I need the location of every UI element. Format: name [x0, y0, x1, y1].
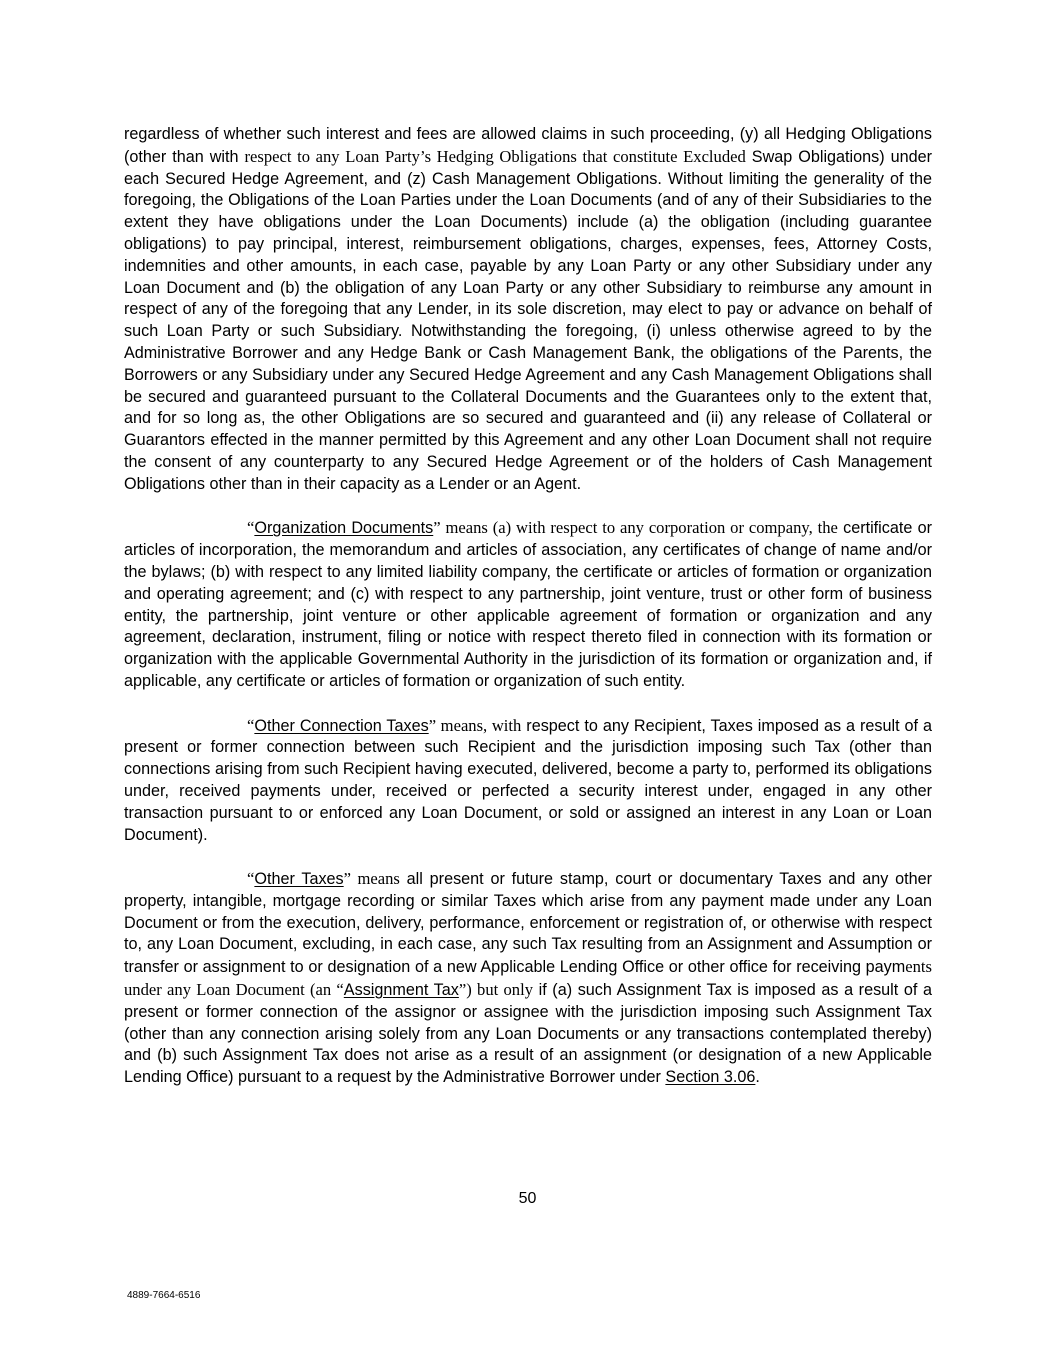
document-body — [124, 124, 932, 1089]
defined-term: Organization Documents — [254, 519, 434, 538]
text-run-serif: respect to any Loan Party’s Hedging Obligations that constitute Excluded — [244, 146, 746, 166]
text-run: Swap Obligations) under each Secured Hedge Agreement, and (z) Cash Management Obligations. Without limiting the generality of the foregoing, the Obligations of the Loan Parties under the Loan Documents (and of any of their Subsidiaries to the extent they have obligations under the Loan Documents) include (a) the obligation (including guarantee obligations) to pay principal, interest, reimbursement obligations, charges, expenses, fees, Attorney Costs, indemnities and other amounts, in each case, payable by any Loan Party or any other Subsidiary under any Loan Document and (b) the obligation of any Loan Party or any other Subsidiary to reimburse any amount in respect of any of the foregoing that any Lender, in its sole discretion, may elect to pay or advance on behalf of such Loan Party or such Subsidiary. Notwithstanding the foregoing, (i) unless otherwise agreed to by the Administrative Borrower and any Hedge Bank or Cash Management Bank, the obligations of the Parents, the Borrowers or any Subsidiary under any Secured Hedge Agreement and any Cash Management Obligations shall be secured and guaranteed pursuant to the Collateral Documents and the Guarantees only to the extent that, and for so long as, the other Obligations are so secured and guaranteed and (ii) any release of Collateral or Guarantors effected in the manner permitted by this Agreement and any other Loan Document shall not require the consent of any counterparty to any Secured Hedge Agreement or of the holders of Cash Management Obligations other than in their capacity as a Lender or an Agent. — [124, 147, 932, 493]
defined-term: Other Connection Taxes — [254, 716, 429, 735]
section-reference-link: Section 3.06 — [665, 1068, 756, 1087]
definition-body: if (a) such Assignment Tax is imposed as a result of a present or former connection of the assignor or assignee with the jurisdiction imposing such Assignment Tax (other than any connection arising solely from any Loan Documents or any transactions contemplated thereby) and (b) such Assignment Tax does not arise as a result of an assignment (or designation of a new Applicable Lending Office) pursuant to a request by the Administrative Borrower under — [124, 981, 932, 1087]
text-run-serif: ”) but only — [458, 980, 533, 1000]
definition-lead: ” means — [343, 869, 400, 889]
open-quote: “ — [247, 869, 255, 889]
paragraph-obligations-continued — [124, 124, 932, 496]
definition-lead: ” means, with — [428, 715, 522, 735]
open-quote: “ — [247, 715, 255, 735]
definition-other-connection-taxes — [124, 715, 932, 847]
definition-body: respect to any Recipient, Taxes imposed as a result of a present or former connection between such Recipient and the jurisdiction imposing such Tax (other than connections arising from such Recipient having executed, delivered, become a party to, performed its obligations under, received payments under, received or perfected a security interest under, engaged in any other transaction pursuant to or enforced any Loan Document, or sold or assigned an interest in any Loan or Loan Document). — [124, 716, 932, 844]
open-quote: “ — [247, 518, 255, 538]
definition-other-taxes — [124, 868, 932, 1089]
document-id: 4889-7664-6516 — [127, 1290, 201, 1301]
text-run-serif: ents under any Loan Document (an “ — [124, 957, 932, 1000]
definition-lead: ” means (a) with respect to any corporation or company, the — [433, 518, 838, 538]
definition-body: all present or future stamp, court or documentary Taxes and any other property, intangible, mortgage recording or similar Taxes which arise from any payment made under any Loan Document or from the execution, delivery, performance, enforcement or registration of, or otherwise with respect to, any Loan Document, excluding, in each case, any such Tax resulting from an Assignment and Assumption or transfer or assignment to or designation of a new Applicable Lending Office or other office for receiving paym — [124, 870, 932, 977]
definition-body: certificate or articles of incorporation, the memorandum and articles of association, any certificates of change of name and/or the bylaws; (b) with respect to any limited liability company, the certificate or articles of formation or organization and operating agreement; and (c) with respect to any partnership, joint venture, trust or other form of business entity, the partnership, joint venture or other applicable agreement of formation or organization and any agreement, declaration, instrument, filing or notice with respect thereto filed in connection with its formation or organization with the applicable Governmental Authority in the jurisdiction of its formation or organization and, if applicable, any certificate or articles of formation or organization of such entity. — [124, 519, 932, 690]
page-number: 50 — [518, 1190, 537, 1207]
text-run: . — [755, 1068, 760, 1087]
text-run: regardless of whether such interest and fees are allowed claims in such proceeding, (y) all Hedging Obligations (other than with — [124, 125, 932, 166]
defined-term-assignment-tax: Assignment Tax — [343, 981, 459, 1000]
defined-term: Other Taxes — [254, 870, 344, 889]
definition-organization-documents — [124, 517, 932, 692]
